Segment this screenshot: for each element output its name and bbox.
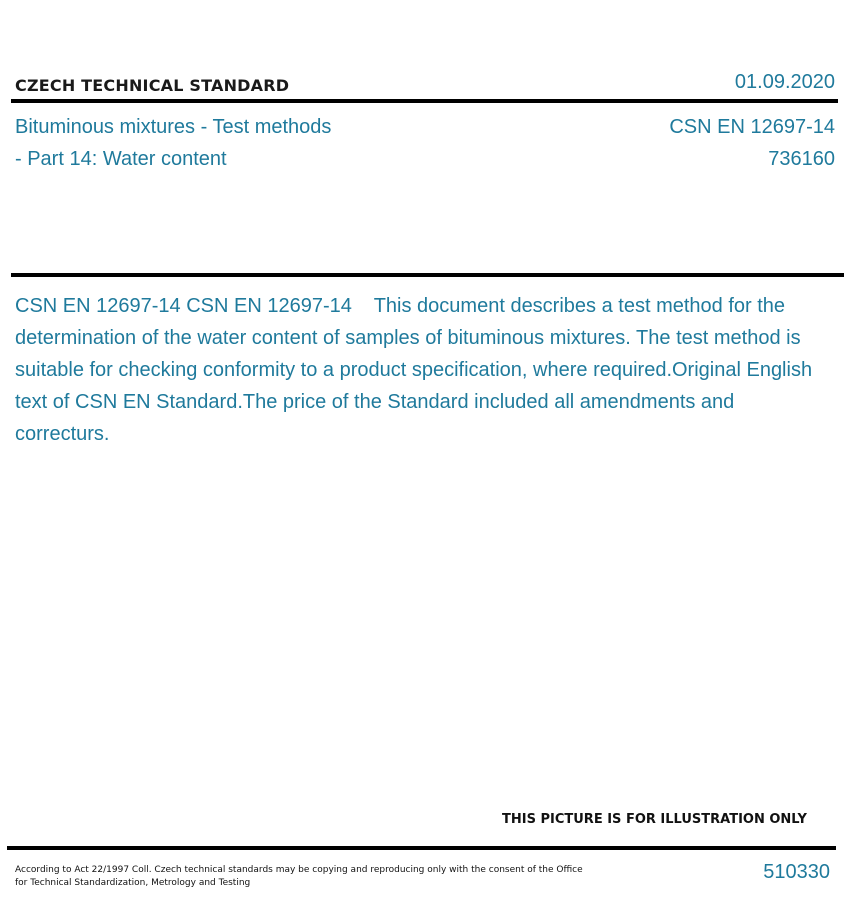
classification-number: 736160 <box>768 148 835 170</box>
title-divider <box>11 273 844 277</box>
publication-date: 01.09.2020 <box>734 71 835 93</box>
document-description: CSN EN 12697-14 CSN EN 12697-14 This document describes a test method for the determination of the water content of samples of bituminous mixtures. The test method is suitable for checking conformity to a product specification, where required.Original English text of CSN EN Standard.The price of the Standard included all amendments and correcturs. <box>15 295 818 445</box>
document-title-line-1: Bituminous mixtures - Test methods <box>15 116 332 138</box>
catalog-number: 510330 <box>763 861 830 883</box>
legal-notice-line-2: for Technical Standardization, Metrology and Testing <box>15 878 251 888</box>
standard-designation: CSN EN 12697-14 <box>669 116 835 138</box>
legal-notice <box>15 864 595 890</box>
header-divider <box>11 99 838 103</box>
legal-notice-line-1: According to Act 22/1997 Coll. Czech technical standards may be copying and reproducing only with the consent of the Office <box>15 865 583 875</box>
document-title-line-2: - Part 14: Water content <box>15 148 227 170</box>
standard-type-heading: CZECH TECHNICAL STANDARD <box>15 76 290 95</box>
illustration-note: THIS PICTURE IS FOR ILLUSTRATION ONLY <box>502 812 807 827</box>
footer-divider <box>7 846 836 850</box>
